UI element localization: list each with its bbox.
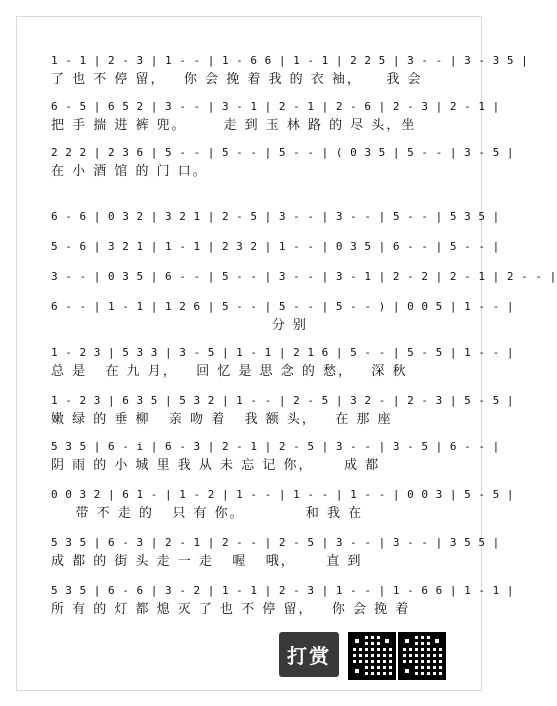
lyric-line-13: 所 有 的 灯 都 熄 灭 了 也 不 停 留， 你 会 挽 着 bbox=[51, 602, 411, 617]
lyric-line-9: 嫩 绿 的 垂 柳 亲 吻 着 我 额 头， 在 那 座 bbox=[51, 412, 393, 427]
lyric-line-10: 阴 雨 的 小 城 里 我 从 未 忘 记 你， 成 都 bbox=[51, 458, 381, 473]
lyric-line-1: 了 也 不 停 留， 你 会 挽 着 我 的 衣 袖， 我 会 bbox=[51, 72, 423, 87]
notation-line-5: 5 - 6 | 3 2 1 | 1 - 1 | 2 3 2 | 1 - - | 0 3 5 | 6 - - | 5 - - | bbox=[51, 240, 500, 253]
tip-button[interactable]: 打赏 bbox=[279, 632, 339, 677]
notation-line-4: 6 - 6 | 0 3 2 | 3 2 1 | 2 - 5 | 3 - - | 3 - - | 5 - - | 5 3 5 | bbox=[51, 210, 500, 223]
notation-line-10: 5 3 5 | 6 - i | 6 - 3 | 2 - 1 | 2 - 5 | 3 - - | 3 - 5 | 6 - - | bbox=[51, 440, 500, 453]
qr-code-icon[interactable] bbox=[348, 632, 396, 680]
lyric-line-7: 分 别 bbox=[51, 318, 308, 333]
notation-line-11: 0 0 3 2 | 6 1 - | 1 - 2 | 1 - - | 1 - - | 1 - - | 0 0 3 | 5 - 5 | bbox=[51, 488, 514, 501]
sheet-music-page bbox=[16, 16, 557, 691]
notation-line-6: 3 - - | 0 3 5 | 6 - - | 5 - - | 3 - - | 3 - 1 | 2 - 2 | 2 - 1 | 2 - - | bbox=[51, 270, 557, 283]
notation-line-13: 5 3 5 | 6 - 6 | 3 - 2 | 1 - 1 | 2 - 3 | 1 - - | 1 - 6 6 | 1 - 1 | bbox=[51, 584, 514, 597]
lyric-line-11: 带 不 走 的 只 有 你。 和 我 在 bbox=[51, 506, 364, 521]
notation-line-8: 1 - 2 3 | 5 3 3 | 3 - 5 | 1 - 1 | 2 1 6 | 5 - - | 5 - 5 | 1 - - | bbox=[51, 346, 514, 359]
lyric-line-3: 在 小 酒 馆 的 门 口。 bbox=[51, 164, 208, 179]
qr-finder-icon bbox=[432, 636, 442, 646]
lyric-line-12: 成 都 的 街 头 走 一 走 喔 哦， 直 到 bbox=[51, 554, 363, 569]
qr-finder-icon bbox=[402, 666, 412, 676]
lyric-line-8: 总 是 在 九 月， 回 忆 是 思 念 的 愁， 深 秋 bbox=[51, 364, 408, 379]
notation-line-7: 6 - - | 1 - 1 | 1 2 6 | 5 - - | 5 - - | 5 - - ) | 0 0 5 | 1 - - | bbox=[51, 300, 514, 313]
qr-finder-icon bbox=[382, 636, 392, 646]
qr-finder-icon bbox=[352, 666, 362, 676]
notation-line-9: 1 - 2 3 | 6 3 5 | 5 3 2 | 1 - - | 2 - 5 | 3 2 - | 2 - 3 | 5 - 5 | bbox=[51, 394, 514, 407]
notation-line-1: 1 - 1 | 2 - 3 | 1 - - | 1 - 6 6 | 1 - 1 | 2 2 5 | 3 - - | 3 - 3 5 | bbox=[51, 54, 529, 67]
notation-line-2: 6 - 5 | 6 5 2 | 3 - - | 3 - 1 | 2 - 1 | 2 - 6 | 2 - 3 | 2 - 1 | bbox=[51, 100, 500, 113]
qr-code-icon[interactable] bbox=[398, 632, 446, 680]
notation-line-3: 2 2 2 | 2 3 6 | 5 - - | 5 - - | 5 - - | ( 0 3 5 | 5 - - | 3 - 5 | bbox=[51, 146, 514, 159]
qr-finder-icon bbox=[352, 636, 362, 646]
notation-line-12: 5 3 5 | 6 - 3 | 2 - 1 | 2 - - | 2 - 5 | 3 - - | 3 - - | 3 5 5 | bbox=[51, 536, 500, 549]
qr-finder-icon bbox=[402, 636, 412, 646]
lyric-line-2: 把 手 揣 进 裤 兜。 走 到 玉 林 路 的 尽 头，坐 bbox=[51, 118, 417, 133]
